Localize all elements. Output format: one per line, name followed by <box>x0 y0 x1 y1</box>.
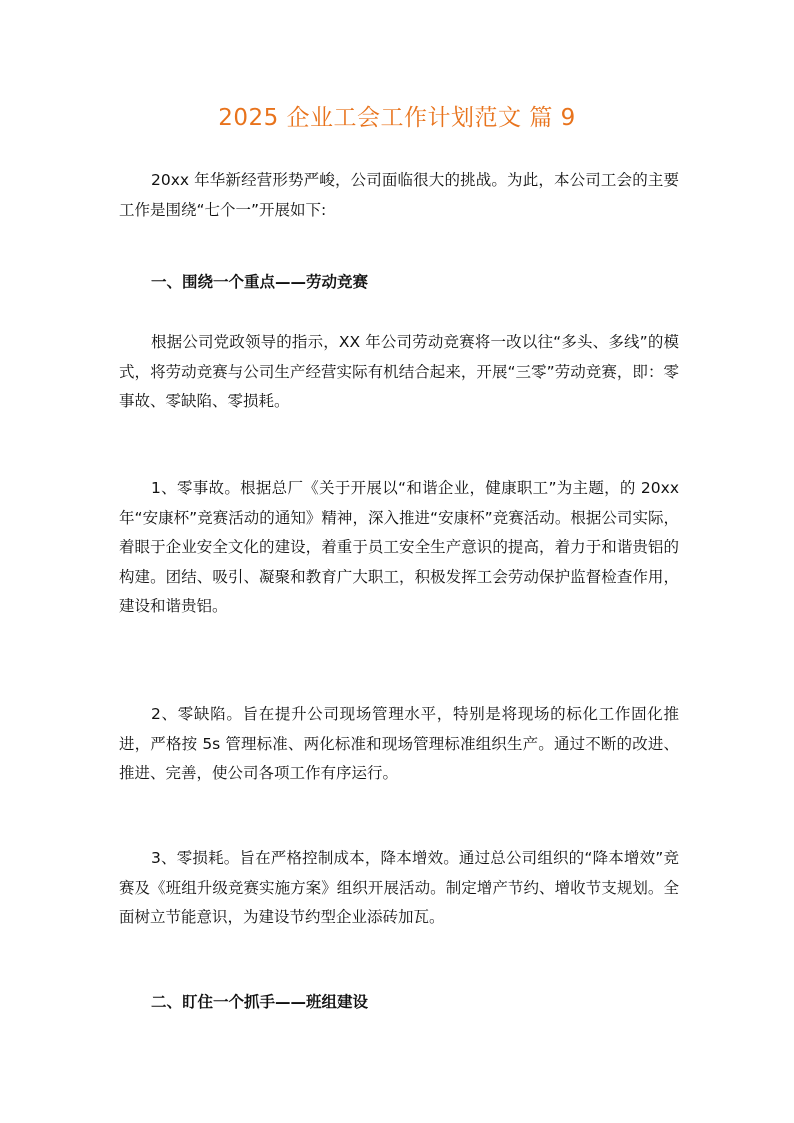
section-heading-1: 一、围绕一个重点——劳动竞赛 <box>151 273 369 291</box>
section-heading-2: 二、盯住一个抓手——班组建设 <box>151 993 369 1011</box>
section1-intro-paragraph: 根据公司党政领导的指示，XX 年公司劳动竞赛将一改以往“多头、多线”的模式，将劳动竞赛与公司生产经营实际有机结合起来，开展“三零”劳动竞赛，即：零事故、零缺陷、零损耗。 <box>119 333 679 410</box>
document-title: 2025 企业工会工作计划范文 篇 9 <box>218 105 576 131</box>
item-1-paragraph: 1、零事故。根据总厂《关于开展以“和谐企业，健康职工”为主题，的 20xx 年“安康杯”竞赛活动的通知》精神，深入推进“安康杯”竞赛活动。根据公司实际，着眼于企业安全文化的建设，着重于员工安全生产意识的提高，着力于和谐贵铝的构建。团结、吸引、凝聚和教育广大职工，积极发挥工会劳动保护监督检查作用，建设和谐贵铝。 <box>119 479 679 615</box>
item-2-paragraph: 2、零缺陷。旨在提升公司现场管理水平，特别是将现场的标化工作固化推进，严格按 5s 管理标准、两化标准和现场管理标准组织生产。通过不断的改进、推进、完善，使公司各项工作有序运行。 <box>119 705 679 782</box>
item-3-paragraph: 3、零损耗。旨在严格控制成本，降本增效。通过总公司组织的“降本增效”竞赛及《班组升级竞赛实施方案》组织开展活动。制定增产节约、增收节支规划。全面树立节能意识，为建设节约型企业添砖加瓦。 <box>119 849 679 926</box>
intro-paragraph: 20xx 年华新经营形势严峻，公司面临很大的挑战。为此，本公司工会的主要工作是围绕“七个一”开展如下: <box>119 171 679 219</box>
